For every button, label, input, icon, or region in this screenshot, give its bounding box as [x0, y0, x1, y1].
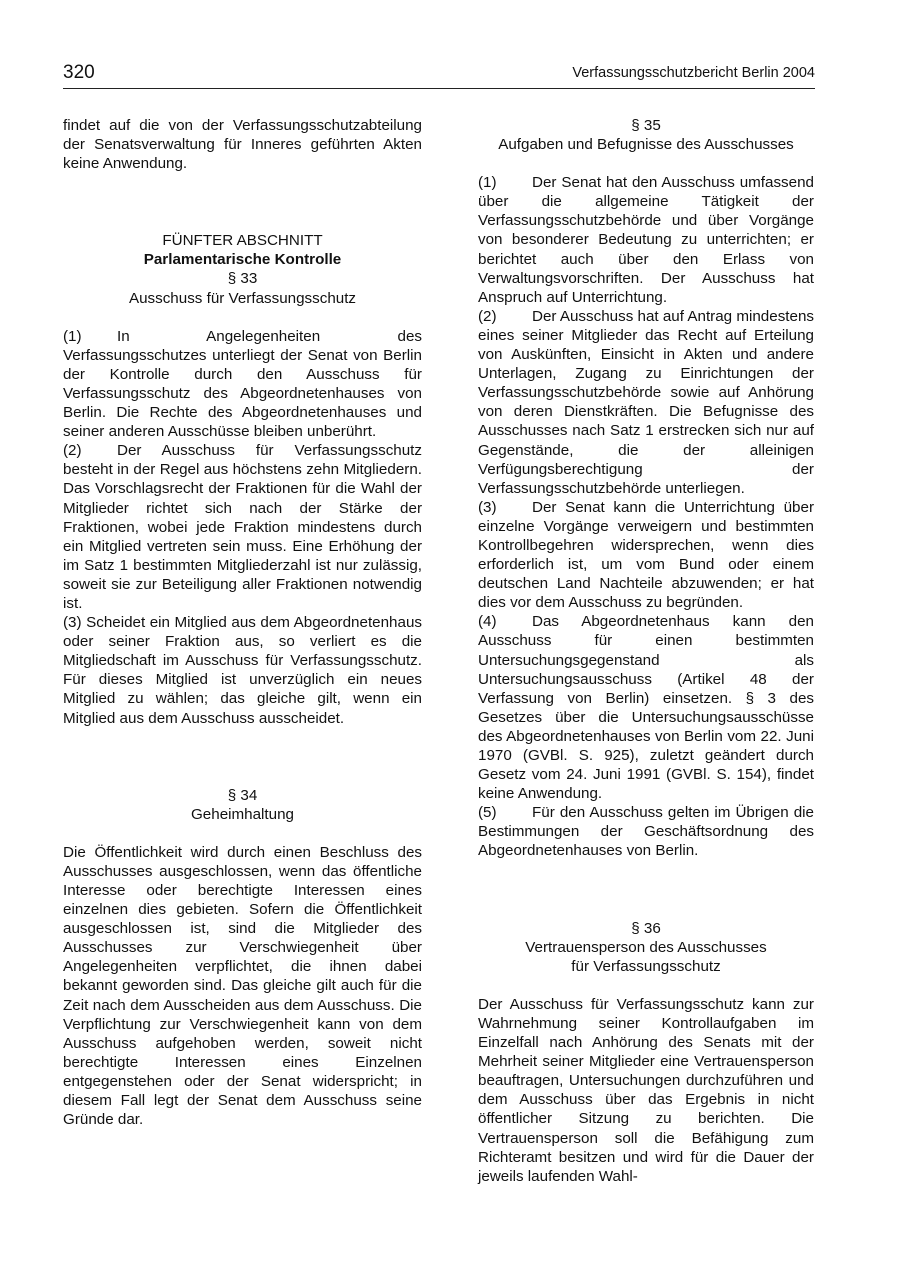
clause-item: [478, 803, 814, 860]
clause-text: Scheidet ein Mitglied aus dem Abgeordnetenhaus oder seiner Fraktion aus, so verliert es die Mitgliedschaft im Ausschuss für Verfassungsschutz. Für dieses Mitglied ist unverzüglich ein neues Mitglied zu wählen; das gleiche gilt, wenn ein Mitglied aus dem Ausschuss ausscheidet.: [63, 614, 422, 727]
clause-text: Der Senat hat den Ausschuss umfassend über die allgemeine Tätigkeit der Verfassungsschutzbehörde und über Vorgänge von besonderer Bedeutung zu unterrichten; er berichtet auch über den Erlass von Verwaltungsvorschriften. Der Ausschuss hat Anspruch auf Unterrichtung.: [478, 174, 814, 306]
clause-item: [478, 612, 814, 803]
section-subtitle: Parlamentarische Kontrolle: [143, 251, 342, 269]
spacer: [63, 728, 422, 786]
paragraph-36-number: § 36: [631, 919, 661, 937]
clause-item: [478, 307, 814, 498]
page-header: [63, 62, 815, 89]
clause-item: [63, 613, 422, 728]
section-title: FÜNFTER ABSCHNITT: [162, 232, 323, 250]
clause-text: Der Ausschuss für Verfassungsschutz besteht in der Regel aus höchstens zehn Mitgliedern. Das Vorschlagsrecht der Fraktionen für die Wahl der Mitglieder richtet sich nach der Stärke der Fraktionen, wobei jede Fraktion mindestens durch ein Mitglied vertreten sein muss. Eine Erhöhung der im Satz 1 bestimmten Mitgliederzahl ist nur zulässig, soweit sie zur Beteiligung aller Fraktionen notwendig ist.: [63, 442, 422, 612]
clause-text: Der Ausschuss hat auf Antrag mindestens eines seiner Mitglieder das Recht auf Erteilung von Auskünften, Einsicht in Akten und andere Unterlagen, Zugang zu Einrichtungen der Verfassungsschutzbehörde sowie auf Anhörung von deren Dienstkräften. Die Befugnisse des Ausschusses nach Satz 1 erstrecken sich nur auf Gegenstände, die der alleinigen Verfügungsberechtigung der Verfassungsschutzbehörde unterliegen.: [478, 307, 814, 497]
spacer: [478, 976, 814, 995]
spacer: [478, 861, 814, 919]
paragraph-35-number: § 35: [631, 117, 661, 134]
paragraph-34-title: Geheimhaltung: [190, 805, 294, 823]
clause-item: [478, 498, 814, 613]
clause-item: [63, 441, 422, 613]
paragraph-34-number: § 34: [227, 786, 258, 804]
spacer: [478, 154, 814, 173]
clause-number: (1): [63, 327, 82, 345]
paragraph-33-title: Ausschuss für Verfassungsschutz: [128, 289, 357, 307]
running-title: Verfassungsschutzbericht Berlin 2004: [572, 65, 815, 81]
clause-number: (2): [478, 307, 497, 325]
right-column: [478, 116, 814, 1186]
paragraph-34-text: Die Öffentlichkeit wird durch einen Beschluss des Ausschusses ausgeschlossen, wenn das öffentliche Interesse oder berechtigte Interessen eines einzelnen dies gebieten. Sofern die Öffentlichkeit ausgeschlossen ist, sind die Mitglieder des Ausschusses zur Verschwiegenheit über Angelegenheiten verpflichtet, die ihnen dabei bekannt geworden sind. Das gleiche gilt auch für die Zeit nach dem Ausscheiden aus dem Ausschuss. Die Verpflichtung zur Verschwiegenheit kann von dem Ausschuss aufgehoben werden, soweit nicht berechtigte Interessen eines Einzelnen entgegenstehen oder der Senat widerspricht; in diesem Fall legt der Senat dem Ausschuss seine Gründe dar.: [63, 843, 422, 1129]
clause-text: Der Senat kann die Unterrichtung über einzelne Vorgänge verweigern und bestimmten Kontrollbegehren widersprechen, wenn dies erforderlich ist, um vom Bund oder einem deutschen Land Nachteile abzuwenden; er hat dies vor dem Ausschuss zu begründen.: [478, 498, 814, 612]
clause-item: [478, 173, 814, 307]
paragraph-36-text: Der Ausschuss für Verfassungsschutz kann zur Wahrnehmung seiner Kontrollaufgaben im Einzelfall nach Anhörung des Senats mit der Mehrheit seiner Mitglieder eine Vertrauensperson beauftragen, Untersuchungen durchzuführen und dem Ausschuss über das Ergebnis in nicht öffentlicher Sitzung zu berichten. Die Vertrauensperson soll die Befähigung zum Richteramt besitzen und wird für die Dauer der jeweils laufenden Wahl-: [478, 995, 814, 1185]
paragraph-33-number: § 33: [227, 270, 258, 288]
clause-number: (5): [478, 804, 497, 822]
clause-number: (2): [63, 442, 82, 460]
clause-text: Für den Ausschuss gelten im Übrigen die Bestimmungen der Geschäftsordnung des Abgeordnetenhauses von Berlin.: [478, 804, 814, 860]
paragraph-35-title: Aufgaben und Befugnisse des Ausschusses: [498, 136, 794, 154]
page-number: 320: [63, 62, 95, 83]
spacer: [63, 308, 422, 327]
spacer: [63, 173, 422, 231]
intro-paragraph: findet auf die von der Verfassungsschutzabteilung der Senatsverwaltung für Inneres geführten Akten keine Anwendung.: [63, 117, 422, 173]
clause-number: (3): [478, 498, 497, 516]
clause-number: (1): [478, 174, 497, 192]
clause-number: (4): [478, 613, 497, 631]
clause-number: (3): [63, 614, 82, 632]
clause-text: Das Abgeordnetenhaus kann den Ausschuss für einen bestimmten Untersuchungsgegenstand als Untersuchungsausschuss (Artikel 48 der Verfassung von Berlin) einsetzen. § 3 des Gesetzes über die Untersuchungsausschüsse des Abgeordnetenhauses von Berlin vom 22. Juni 1970 (GVBl. S. 925), zuletzt geändert durch Gesetz vom 24. Juni 1991 (GVBl. S. 154), findet keine Anwendung.: [478, 613, 814, 803]
paragraph-36-title-line1: Vertrauensperson des Ausschusses: [525, 938, 767, 956]
spacer: [63, 824, 422, 843]
clause-item: [63, 327, 422, 442]
left-column: [63, 116, 422, 1129]
clause-text: In Angelegenheiten des Verfassungsschutzes unterliegt der Senat von Berlin der Kontrolle durch den Ausschuss für Verfassungsschutz des Abgeordnetenhauses von Berlin. Die Rechte des Abgeordnetenhauses und seiner anderen Ausschüsse bleiben unberührt.: [63, 327, 422, 441]
paragraph-36-title-line2: für Verfassungsschutz: [571, 957, 721, 975]
